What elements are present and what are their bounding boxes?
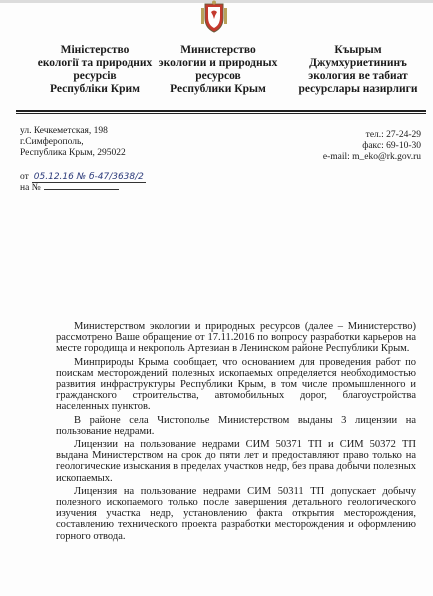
- paragraph: Минприроды Крыма сообщает, что основанием для проведения работ по поискам месторождений полезных ископаемых определяется необходимостью развития инфраструктуры Республики Крым, в том числе промышленного и гражданского строительства, автомобильных дорог, благоустройства населенных пунктов.: [56, 356, 416, 413]
- outgoing-reference: [20, 172, 146, 183]
- crimea-coat-of-arms-icon: [199, 0, 229, 34]
- to-label: на №: [20, 183, 41, 193]
- header-ministry-ukrainian: Міністерство екології та природних ресурсів Республіки Крим: [37, 44, 153, 95]
- paragraph: Лицензия на пользование недрами СИМ 50311 ТП допускает добычу полезного ископаемого только после завершения детального геологического изучения участка недр, установлению факта открытия месторождения, составлению технического проекта разработки месторождения и оформлению горного отвода.: [56, 485, 416, 542]
- paragraph: Министерством экологии и природных ресурсов (далее – Министерство) рассмотрено Ваше обращение от 17.11.2016 по вопросу разработки карьеров на месте городища и некрополь Артезиан в Ленинском районе Республики Крым.: [56, 321, 416, 355]
- contact-details: тел.: 27-24-29 факс: 69-10-30 e-mail: m_eko@rk.gov.ru: [322, 130, 421, 162]
- postal-address: ул. Кечкеметская, 198 г.Симферополь, Республика Крым, 295022: [20, 126, 126, 158]
- handwritten-date-number: 05.12.16 № б-47/3638/2: [33, 172, 144, 182]
- letter-body: [56, 321, 416, 544]
- header-divider-thin: [16, 113, 426, 114]
- paragraph: В районе села Чистополье Министерством выданы 3 лицензии на пользование недрами.: [56, 414, 416, 437]
- header-ministry-russian: Министерство экологии и природных ресурсов Республики Крым: [158, 44, 278, 95]
- paragraph: Лицензии на пользование недрами СИМ 50371 ТП и СИМ 50372 ТП выдана Министерством на срок до пяти лет и предоставляют право только на геологические изыскания в пределах участков недр, без права добычи полезных ископаемых.: [56, 439, 416, 484]
- header-divider-thick: [16, 110, 426, 112]
- incoming-number-blank: [44, 189, 119, 190]
- incoming-reference: [20, 183, 119, 194]
- from-label: от: [20, 172, 29, 182]
- header-ministry-crimean-tatar: Къырым Джумхуриетининъ экология ве табиат ресурслары назирлиги: [298, 44, 418, 95]
